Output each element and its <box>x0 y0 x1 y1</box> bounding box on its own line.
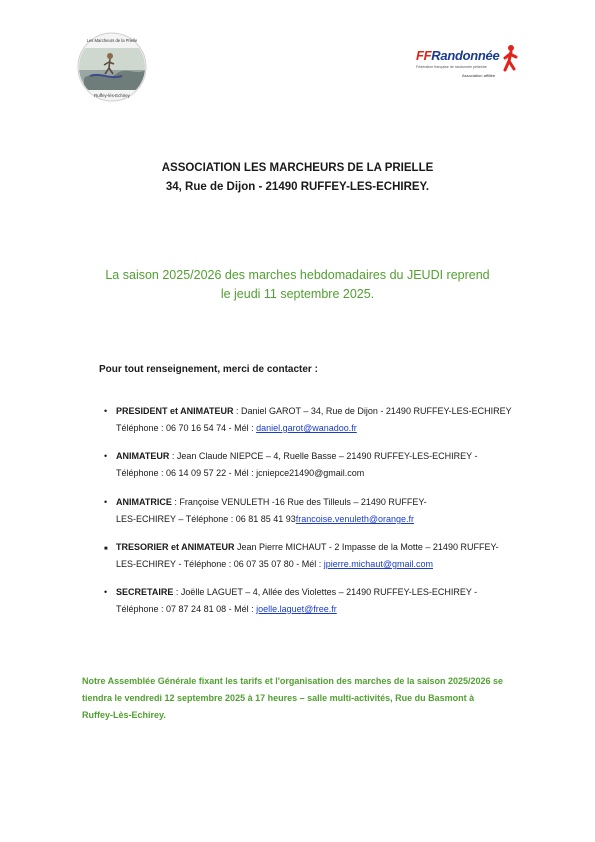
bullet-icon: • <box>104 451 108 461</box>
bullet-icon: ■ <box>104 546 108 552</box>
logo-bottom-text: Ruffey-lès-Echirey <box>94 93 130 98</box>
assembly-notice <box>82 673 522 724</box>
association-name: ASSOCIATION LES MARCHEURS DE LA PRIELLE <box>161 162 434 174</box>
logo-top-text: Les Marcheurs de la Prielle <box>86 38 138 43</box>
season-line-2: le jeudi 11 septembre 2025. <box>220 287 375 301</box>
bullet-icon: • <box>104 497 108 507</box>
contact-role: TRESORIER et ANIMATEUR <box>116 542 235 552</box>
contact-role: ANIMATEUR <box>116 451 170 461</box>
assembly-line-3: Ruffey-Lès-Echirey. <box>82 710 166 720</box>
bullet-icon: • <box>104 587 108 597</box>
bullet-icon: • <box>104 406 108 416</box>
ffr-brand: FFRandonnée <box>416 48 500 63</box>
contact-role: SECRETAIRE <box>116 587 174 597</box>
email-link[interactable]: joelle.laguet@free.fr <box>256 604 337 614</box>
season-line-1: La saison 2025/2026 des marches hebdomadaires du JEUDI reprend <box>105 268 490 282</box>
contact-role: ANIMATRICE <box>116 497 172 507</box>
ffr-tagline: Fédération française de randonnée pédestre <box>416 65 487 69</box>
contact-role: PRESIDENT et ANIMATEUR <box>116 406 234 416</box>
association-logo <box>76 30 148 104</box>
association-address: 34, Rue de Dijon - 21490 RUFFEY-LES-ECHIREY. <box>165 181 430 193</box>
assembly-line-2: tiendra le vendredi 12 septembre 2025 à 17 heures – salle multi-activités, Rue du Basmont à <box>82 693 475 703</box>
email-link[interactable]: daniel.garot@wanadoo.fr <box>256 423 357 433</box>
ffr-affiliation: Association affiliée <box>462 73 496 78</box>
email-link[interactable]: jpierre.michaut@gmail.com <box>323 559 433 569</box>
ffrandonnee-logo <box>416 44 516 90</box>
contact-intro: Pour tout renseignement, merci de contacter : <box>99 364 318 375</box>
email-link[interactable]: francoise.venuleth@orange.fr <box>295 514 415 524</box>
walker-icon <box>502 44 518 72</box>
assembly-line-1: Notre Assemblée Générale fixant les tarifs et l'organisation des marches de la saison 2025/2026 se <box>82 676 504 686</box>
